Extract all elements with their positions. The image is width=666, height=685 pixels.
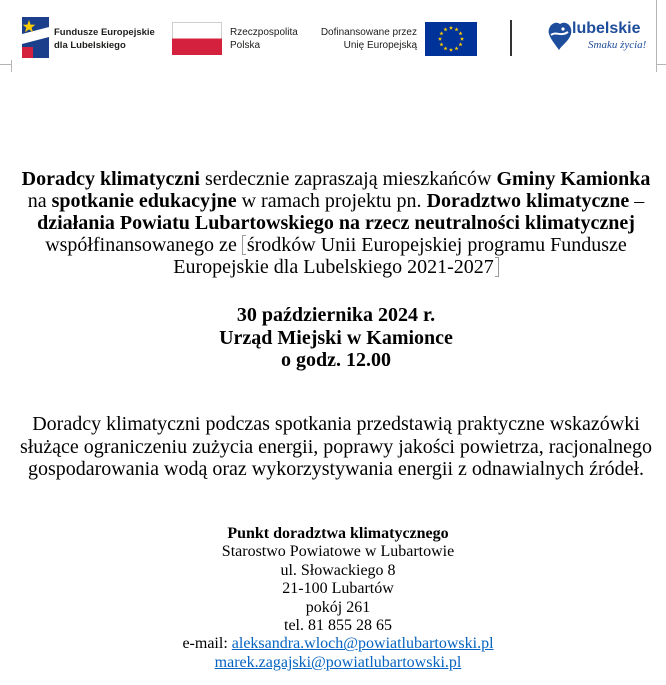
invitation-line-5 <box>12 256 660 278</box>
lubelskie-logo-name: lubelskie <box>572 20 641 37</box>
boundary-mark-right-tick <box>656 64 666 65</box>
email-label: e-mail: <box>182 635 232 653</box>
contact-block <box>14 525 662 672</box>
event-time: o godz. 12.00 <box>281 349 391 371</box>
invitation-text: środków Unii Europejskiej programu Fundusze <box>246 234 627 256</box>
contact-email-line-1 <box>14 635 662 653</box>
eu-logo-line2: Unię Europejską <box>343 40 417 51</box>
logo-divider <box>510 20 512 56</box>
invitation-text: – <box>629 190 645 212</box>
contact-room: pokój 261 <box>305 598 371 616</box>
advisors-bold: Doradcy klimatyczni <box>21 168 200 190</box>
pl-logo-line1: Rzeczpospolita <box>230 27 298 38</box>
municipality-bold: Gminy Kamionka <box>496 168 651 190</box>
invitation-text: na <box>27 190 52 212</box>
lubelskie-logo-slogan: Smaku życia! <box>588 39 647 51</box>
invitation-line-1 <box>12 168 660 190</box>
fundusze-europejskie-logo-text <box>54 26 155 52</box>
bookmark-end-mark <box>495 257 499 277</box>
eu-flag-icon <box>425 22 477 56</box>
boundary-mark-left <box>11 60 12 72</box>
contact-city: 21-100 Lubartów <box>282 580 394 598</box>
invitation-paragraph <box>12 168 660 278</box>
project-name-bold: Doradztwo klimatyczne <box>426 190 630 212</box>
contact-street: ul. Słowackiego 8 <box>280 561 396 579</box>
invitation-line-4 <box>12 234 660 256</box>
invitation-line-2 <box>12 190 660 212</box>
lubelskie-map-icon <box>545 20 573 52</box>
invitation-line-3 <box>12 212 660 234</box>
project-name-bold: działania Powiatu Lubartowskiego na rzecz neutralności klimatycznej <box>37 212 635 234</box>
description-line-3: gospodarowania wodą oraz wykorzystywania energii z odnawialnych źródeł. <box>27 458 645 480</box>
event-date: 30 października 2024 r. <box>236 304 436 326</box>
contact-title: Punkt doradztwa klimatycznego <box>227 525 449 542</box>
rzeczpospolita-logo-text <box>230 26 298 52</box>
bookmark-start-mark <box>242 235 246 255</box>
event-venue: Urząd Miejski w Kamionce <box>219 326 453 349</box>
polish-flag-icon <box>172 22 222 55</box>
contact-phone: tel. 81 855 28 65 <box>284 617 392 635</box>
boundary-mark-left-tick <box>0 64 11 65</box>
contact-organization: Starostwo Powiatowe w Lubartowie <box>221 543 455 561</box>
pl-logo-line2: Polska <box>230 40 261 51</box>
description-line-2: służące ograniczeniu zużycia energii, poprawy jakości powietrza, racjonalnego <box>19 435 653 458</box>
email-link-aleksandra[interactable]: aleksandra.wloch@powiatlubartowski.pl <box>231 635 494 653</box>
boundary-mark-right <box>656 0 657 72</box>
event-details <box>12 304 660 372</box>
fe-logo-line1: Fundusze Europejskie <box>54 27 155 38</box>
description-line-1: Doradcy klimatyczni podczas spotkania przedstawią praktyczne wskazówki <box>32 413 640 435</box>
meeting-description <box>12 413 660 481</box>
invitation-text: Europejskie dla Lubelskiego 2021-2027 <box>173 256 494 278</box>
fe-logo-line2: dla Lubelskiego <box>54 40 126 51</box>
eu-logo-line1: Dofinansowane przez <box>320 27 417 38</box>
contact-email-line-2 <box>14 654 662 672</box>
invitation-text: serdecznie zapraszają mieszkańców <box>199 168 497 190</box>
invitation-text: współfinansowanego ze <box>45 234 242 256</box>
meeting-type-bold: spotkanie edukacyjne <box>51 190 237 212</box>
fundusze-europejskie-logo-icon <box>22 17 49 58</box>
eu-cofinancing-text <box>321 26 417 52</box>
email-link-marek[interactable]: marek.zagajski@powiatlubartowski.pl <box>214 653 462 671</box>
invitation-text: w ramach projektu pn. <box>236 190 427 212</box>
